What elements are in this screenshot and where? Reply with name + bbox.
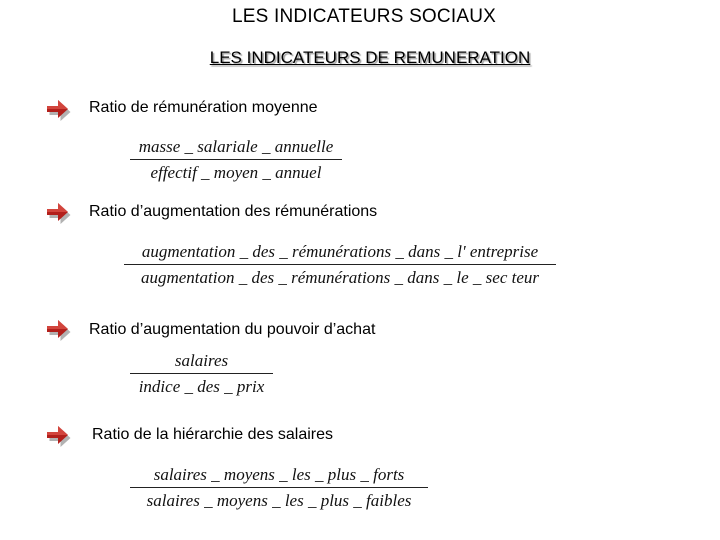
fraction-pouvoir-achat [130, 351, 273, 397]
arrow-bullet-icon [44, 202, 72, 224]
indicator-label-augmentation-remunerations: Ratio d’augmentation des rémunérations [89, 203, 378, 220]
fraction-bar [130, 373, 273, 374]
fraction-bar [130, 487, 428, 488]
page-title: LES INDICATEURS SOCIAUX [232, 6, 496, 27]
section-subtitle: LES INDICATEURS DE REMUNERATION [209, 48, 531, 67]
fraction-bar [130, 159, 342, 160]
fraction-numerator: salaires [174, 351, 229, 370]
arrow-bullet-icon [44, 425, 72, 447]
fraction-denominator: augmentation _ des _ rémunérations _ dans _ le _ sec teur [140, 268, 540, 287]
fraction-augmentation-remunerations [124, 242, 556, 288]
arrow-bullet-icon [44, 99, 72, 121]
fraction-denominator: salaires _ moyens _ les _ plus _ faibles [146, 491, 412, 510]
fraction-denominator: indice _ des _ prix [138, 377, 265, 396]
fraction-denominator: effectif _ moyen _ annuel [150, 163, 322, 182]
fraction-bar [124, 264, 556, 265]
fraction-numerator: augmentation _ des _ rémunérations _ dans _ l' entreprise [141, 242, 539, 261]
fraction-numerator: salaires _ moyens _ les _ plus _ forts [153, 465, 405, 484]
fraction-hierarchie-salaires [130, 465, 428, 511]
indicator-label-hierarchie-salaires: Ratio de la hiérarchie des salaires [92, 426, 334, 443]
indicator-label-remuneration-moyenne: Ratio de rémunération moyenne [89, 99, 318, 116]
indicator-label-pouvoir-achat: Ratio d’augmentation du pouvoir d’achat [89, 321, 376, 338]
fraction-numerator: masse _ salariale _ annuelle [138, 137, 334, 156]
arrow-bullet-icon [44, 319, 72, 341]
fraction-remuneration-moyenne [130, 137, 342, 183]
